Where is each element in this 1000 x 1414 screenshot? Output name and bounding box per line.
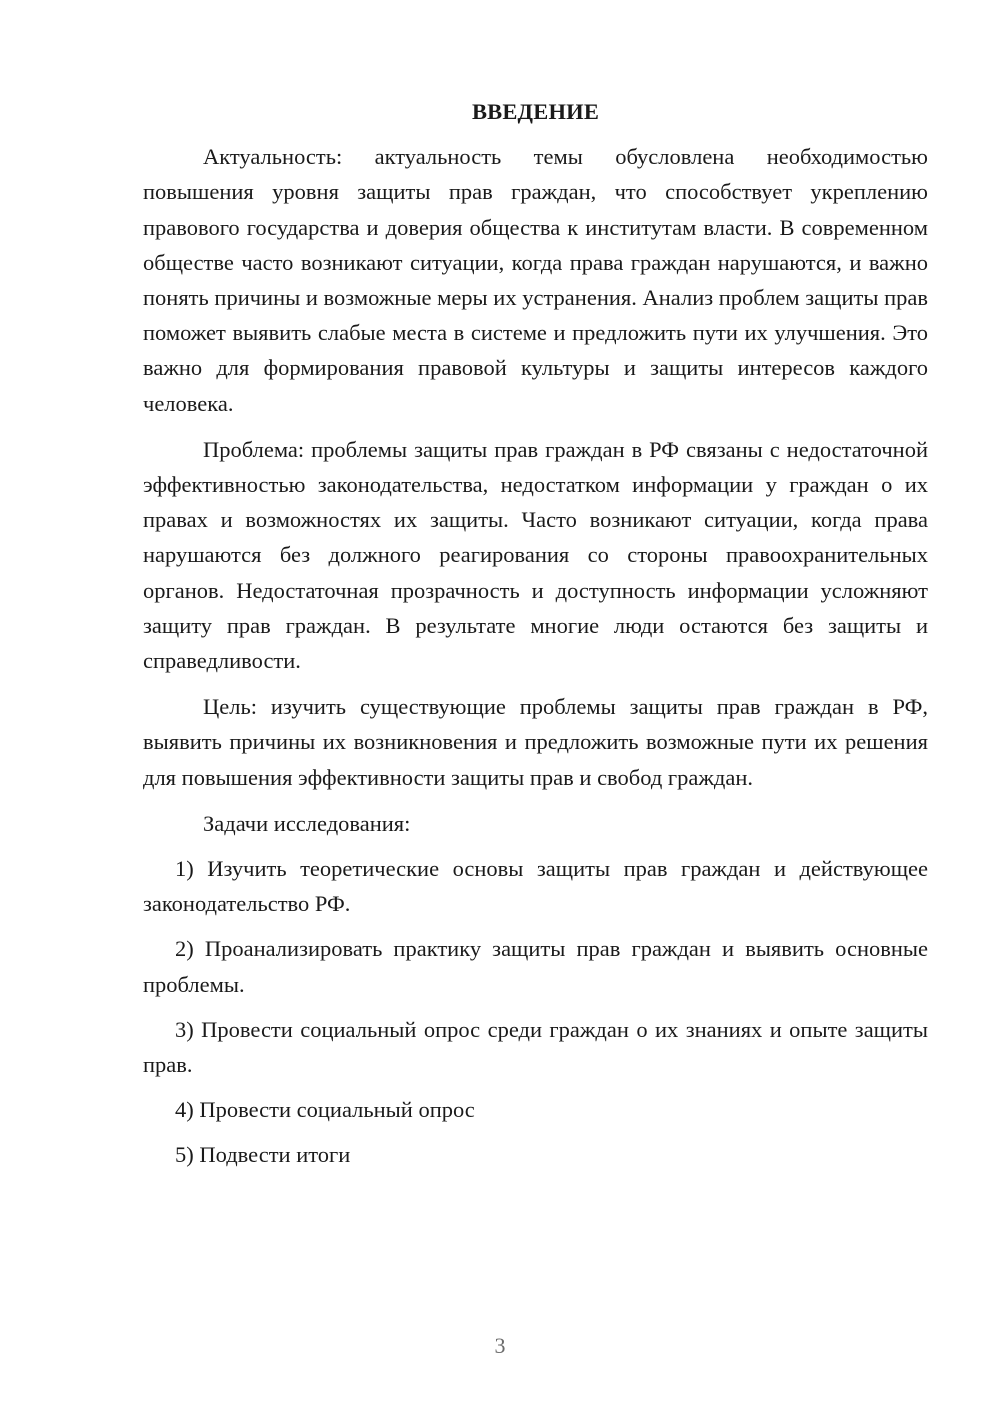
page-title: ВВЕДЕНИЕ [471,99,600,124]
task-item: 4) Провести социальный опрос [175,1097,475,1123]
page-number: 3 [494,1333,506,1358]
task-item: 5) Подвести итоги [175,1142,351,1168]
task-item: 2) Проанализировать практику защиты прав граждан и выявить основные проблемы. [143,936,928,997]
paragraph-relevance: Актуальность: актуальность темы обусловлена необходимостью повышения уровня защиты прав граждан, что способствует укреплению правового государства и доверия общества к институтам власти. В современном обществе часто возникают ситуации, когда права граждан нарушаются, и важно понять причины и возможные меры их устранения. Анализ проблем защиты прав поможет выявить слабые места в системе и предложить пути их улучшения. Это важно для формирования правовой культуры и защиты интересов каждого человека. [143,144,928,416]
task-item: 3) Провести социальный опрос среди граждан о их знаниях и опыте защиты прав. [143,1016,928,1078]
page-content [143,94,928,1183]
tasks-title: Задачи исследования: [203,810,411,836]
task-list [143,851,928,1173]
paragraph-problem: Проблема: проблемы защиты прав граждан в РФ связаны с недостаточной эффективностью законодательства, недостатком информации у граждан о их правах и возможностях их защиты. Часто возникают ситуации, когда права нарушаются без должного реагирования со стороны правоохранительных органов. Недостаточная прозрачность и доступность информации усложняют защиту прав граждан. В результате многие люди остаются без защиты и справедливости. [143,436,928,674]
paragraph-goal: Цель: изучить существующие проблемы защиты прав граждан в РФ, выявить причины их возникновения и предложить возможные пути их решения для повышения эффективности защиты прав и свобод граждан. [143,694,928,790]
task-item: 1) Изучить теоретические основы защиты прав граждан и действующее законодательство РФ. [143,856,928,917]
